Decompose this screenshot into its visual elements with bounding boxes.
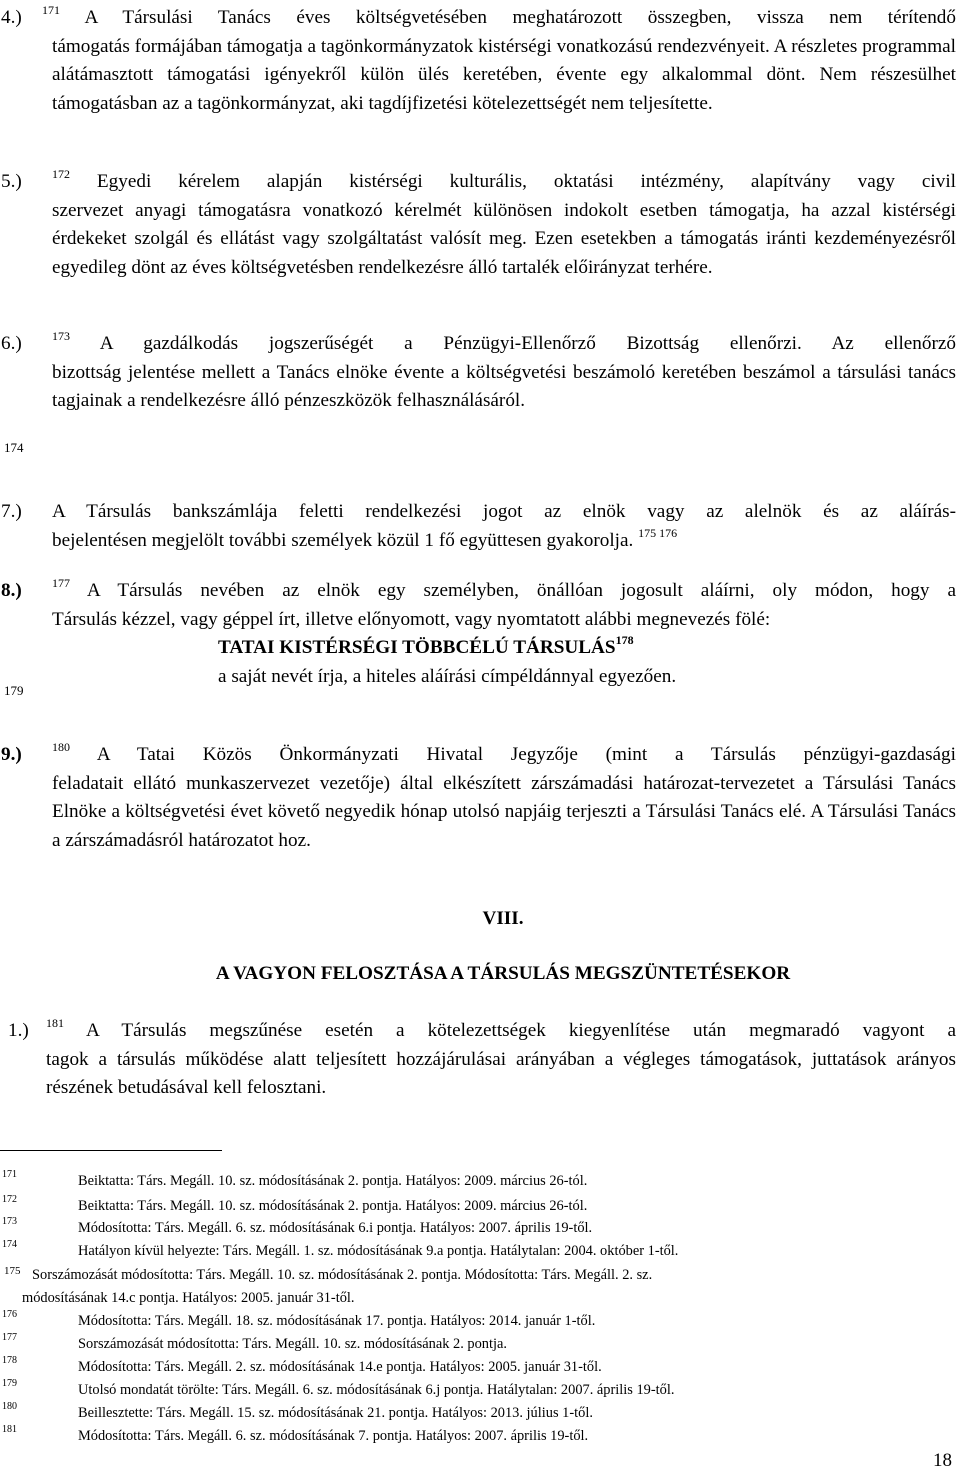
item-body: bizottság jelentése mellett a Tanács elnöke évente a költségvetési beszámoló keretében beszámol a társulási tanács tagjainak a rendelkezésre álló pénzeszközök felhasználásáról. (52, 361, 956, 411)
item-body: feladatait ellátó munkaszervezet vezetője) által elkészített zárszámadási határozat-tervezetet a Társulási Tanács Elnöke a költségvetési évet követő negyedik hónap utolsó napjáig terjeszti a Társulási Tanács elé. A Társulási Tanács a zárszámadásról határozatot hoz. (52, 772, 956, 851)
item-body: szervezet anyagi támogatásra vonatkozó kérelmét különösen indokolt esetben támogatja, ha azzal kistérségi érdekeket szolgál és ellátást vagy szolgáltatást valósít meg. Ezen esetekben a támogatás iránti kezdeményezésről egyedileg dönt az éves költségvetésben rendelkezésre álló tartalék előirányzat terhére. (52, 199, 956, 278)
item-number: 6.) (1, 333, 22, 354)
footnote-ref: 173 (52, 329, 70, 343)
item-number: 1.) (8, 1020, 29, 1041)
footnote-ref: 172 (52, 167, 70, 181)
item-number: 5.) (1, 171, 22, 192)
item-8 (0, 577, 960, 697)
item-body: Társulás kézzel, vagy géppel írt, illetve előnyomott, vagy nyomtatott alábbi megnevezés fölé: (52, 608, 771, 630)
item-final (0, 1017, 960, 1107)
item-6 (0, 330, 960, 420)
signature-instruction: a saját nevét írja, a hiteles aláírási címpéldánnyal egyezően. (218, 666, 677, 687)
item-5 (0, 166, 960, 311)
footnote-ref: 171 (42, 3, 60, 17)
item-body: tagok a társulás működése alatt teljesített hozzájárulásai arányában a végleges támogatások, juttatások arányos részének betudásával kell felosztani. (46, 1048, 956, 1098)
item-first-line: $^{181}$ A Társulás megszűnése esetén a kötelezettségek kiegyenlítése után megmaradó vagyont a (46, 1016, 956, 1041)
item-number: 7.) (1, 501, 22, 522)
section-title: A VAGYON FELOSZTÁSA A TÁRSULÁS MEGSZÜNTETÉSEKOR (215, 963, 791, 984)
item-number: 8.) (1, 580, 22, 601)
footnote-marker-179: 179 (4, 683, 24, 698)
item-first-line: $^{171}$ A Társulási Tanács éves költségvetésében meghatározott összegben, vissza nem térítendő (42, 3, 956, 28)
item-9 (0, 741, 960, 861)
item-number: 9.) (1, 744, 22, 765)
item-first-line: $^{173}$ A gazdálkodás jogszerűségét a Pénzügyi-Ellenőrző Bizottság ellenőrzi. Az ellenőrző (52, 329, 956, 354)
item-first-line: $^{177}$ A Társulás nevében az elnök egy személyben, önállóan jogosult aláírni, oly módon, hogy a (52, 576, 956, 601)
footnote-ref: 175 176 (638, 525, 678, 540)
footnote-separator (0, 1150, 222, 1151)
footnote-ref: 178 (615, 633, 634, 647)
footnote-ref: 181 (46, 1016, 64, 1030)
footnote-ref: 180 (52, 740, 70, 754)
item-first-line: A Társulás bankszámlája feletti rendelkezési jogot az elnök vagy az alelnök és az aláírás- (52, 501, 956, 522)
section-roman-numeral: VIII. (482, 908, 524, 929)
footnote-ref: 177 (52, 576, 70, 590)
footnote-marker-174: 174 (4, 440, 24, 455)
item-4 (0, 4, 960, 144)
item-body: bejelentésen megjelölt további személyek közül 1 fő együttesen gyakorolja. $^{175 176}$ (52, 525, 678, 551)
item-first-line: $^{180}$ A Tatai Közös Önkormányzati Hivatal Jegyzője (mint a Társulás pénzügyi-gazdasági (52, 740, 956, 765)
item-first-line: $^{172}$ Egyedi kérelem alapján kistérségi kulturális, oktatási intézmény, alapítvány vagy civil (52, 167, 957, 192)
association-name: TATAI KISTÉRSÉGI TÖBBCÉLÚ TÁRSULÁS$^{178}$ (218, 633, 634, 658)
item-body: támogatás formájában támogatja a tagönkormányzatok kistérségi vonatkozású rendezvényeit. A részletes programmal alátámasztott támogatási igényekről külön ülés keretében, évente egy alkalommal dönt. Nem részesülhet támogatásban az a tagönkormányzat, aki tagdíjfizetési kötelezettségét nem teljesítette. (52, 35, 956, 114)
item-number: 4.) (1, 7, 22, 28)
page-number: 18 (933, 1450, 952, 1471)
item-7 (0, 498, 960, 558)
